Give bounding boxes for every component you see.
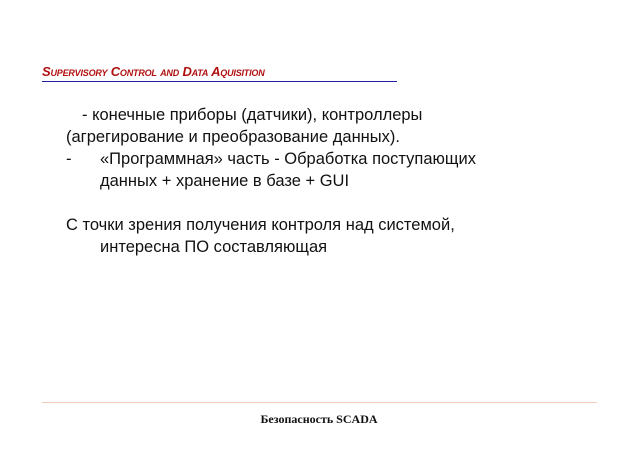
slide-title: Supervisory Control and Data Aquisition <box>42 64 265 79</box>
paragraph-line: (агрегирование и преобразование данных). <box>66 128 400 146</box>
paragraph-line: данных + хранение в базе + GUI <box>100 172 350 190</box>
paragraph-hardware <box>66 104 596 148</box>
paragraph-conclusion <box>66 214 596 258</box>
title-underline <box>42 81 397 82</box>
bullet-item <box>66 148 596 170</box>
paragraph-line: интересна ПО составляющая <box>100 238 328 256</box>
slide-body <box>66 104 596 280</box>
footer-divider <box>42 402 597 403</box>
paragraph-line: - конечные приборы (датчики), контроллеры <box>82 106 423 124</box>
bullet-dash: - <box>66 150 72 168</box>
paragraph-line: «Программная» часть - Обработка поступающих <box>100 150 476 168</box>
slide-footer: Безопасность SCADA <box>260 412 378 426</box>
paragraph-line: С точки зрения получения контроля над системой, <box>66 216 455 234</box>
paragraph-software <box>66 148 596 192</box>
